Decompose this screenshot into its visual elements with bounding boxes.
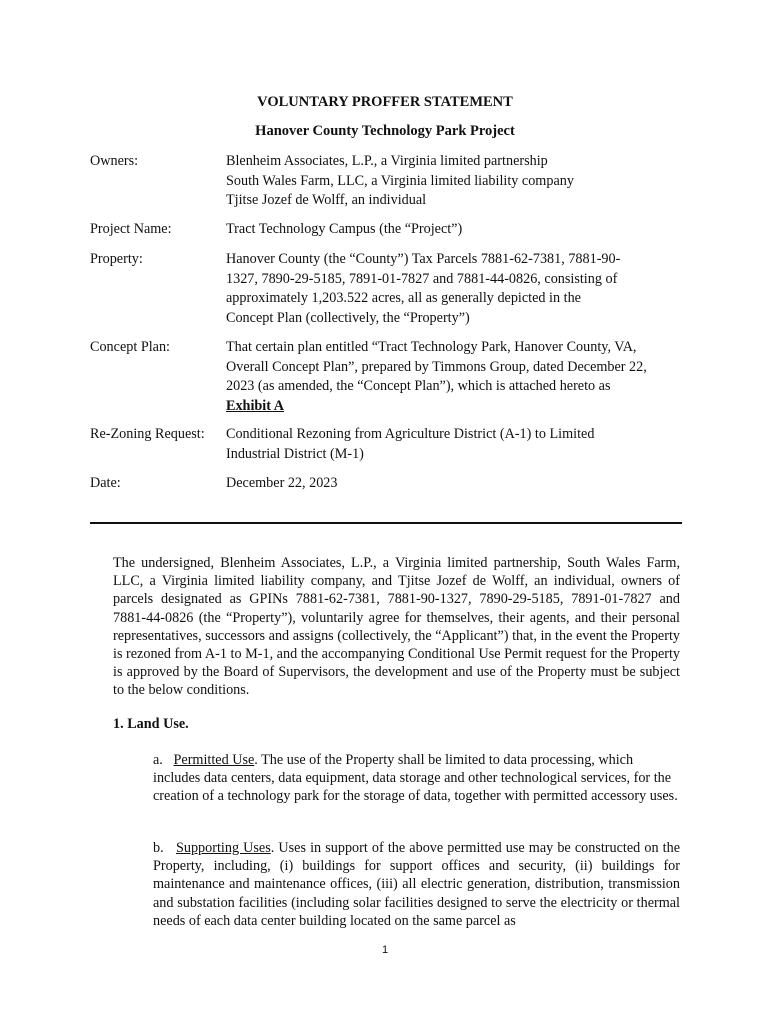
subsection-title: Supporting Uses — [175, 840, 271, 856]
subsection-supporting-uses — [153, 839, 680, 930]
subsection-text: . Uses in support of the above permitted use may be constructed on the Property, including, (i) buildings for support offices and security, (ii) buildings for maintenance and maintenance offices, (iii) all electric generation, distribution, transmission and substation facilities (including solar facilities designed to serve the electricity or thermal needs of each data center building located on the same parcel as — [153, 840, 680, 929]
owners-value — [226, 152, 686, 211]
document-title: VOLUNTARY PROFFER STATEMENT — [257, 94, 513, 110]
property-line: Concept Plan (collectively, the “Property”) — [226, 309, 470, 326]
property-line: approximately 1,203.522 acres, all as generally depicted in the — [226, 290, 581, 306]
subsection-marker: b. — [153, 840, 164, 856]
property-label: Property: — [90, 251, 143, 267]
section-heading-land-use: 1. Land Use. — [113, 716, 189, 732]
project-name-value: Tract Technology Campus (the “Project”) — [226, 221, 463, 237]
subsection-text: . The use of the Property shall be limited to data processing, which includes data centers, data equipment, data storage and other technological services, for the creation of a technology park for the storage of data, together with permitted accessory uses. — [153, 752, 678, 805]
property-value — [226, 250, 686, 328]
rezoning-line: Conditional Rezoning from Agriculture District (A-1) to Limited — [226, 426, 595, 442]
date-label: Date: — [90, 475, 121, 491]
exhibit-reference: Exhibit A — [226, 397, 284, 414]
subsection-title: Permitted Use — [173, 752, 255, 768]
concept-plan-line: That certain plan entitled “Tract Technology Park, Hanover County, VA, — [226, 339, 637, 355]
rezoning-label: Re-Zoning Request: — [90, 426, 205, 442]
page-number: 1 — [381, 944, 389, 956]
subsection-marker: a. — [153, 752, 163, 768]
document-subtitle: Hanover County Technology Park Project — [255, 123, 515, 139]
rezoning-value — [226, 425, 686, 464]
subsection-permitted-use — [153, 751, 680, 806]
property-line: Hanover County (the “County”) Tax Parcels 7881-62-7381, 7881-90- — [226, 251, 621, 267]
intro-paragraph: The undersigned, Blenheim Associates, L.P., a Virginia limited partnership, South Wales Farm, LLC, a Virginia limited liability company, and Tjitse Jozef de Wolff, an individual, owners of parcels designated as GPINs 7881-62-7381, 7881-90-1327, 7890-29-5185, 7891-01-7827 and 7881-44-0826 (the “Property”), voluntarily agree for themselves, their agents, and their personal representatives, successors and assigns (collectively, the “Applicant”) that, in the event the Property is rezoned from A-1 to M-1, and the accompanying Conditional Use Permit request for the Property is approved by the Board of Supervisors, the development and use of the Property must be subject to the below conditions. — [113, 555, 680, 699]
owner-line: Blenheim Associates, L.P., a Virginia limited partnership — [226, 153, 548, 169]
owner-line: Tjitse Jozef de Wolff, an individual — [226, 192, 427, 208]
owners-label: Owners: — [90, 153, 139, 169]
property-line: 1327, 7890-29-5185, 7891-01-7827 and 7881-44-0826, consisting of — [226, 270, 618, 287]
date-value: December 22, 2023 — [226, 475, 338, 491]
project-name-label: Project Name: — [90, 221, 172, 237]
concept-plan-line: 2023 (as amended, the “Concept Plan”), which is attached hereto as — [226, 378, 611, 394]
owner-line: South Wales Farm, LLC, a Virginia limited liability company — [226, 172, 574, 189]
concept-plan-label: Concept Plan: — [90, 339, 170, 355]
horizontal-divider — [90, 522, 682, 524]
concept-plan-value — [226, 338, 686, 416]
rezoning-line: Industrial District (M-1) — [226, 445, 364, 462]
concept-plan-line: Overall Concept Plan”, prepared by Timmons Group, dated December 22, — [226, 358, 647, 375]
